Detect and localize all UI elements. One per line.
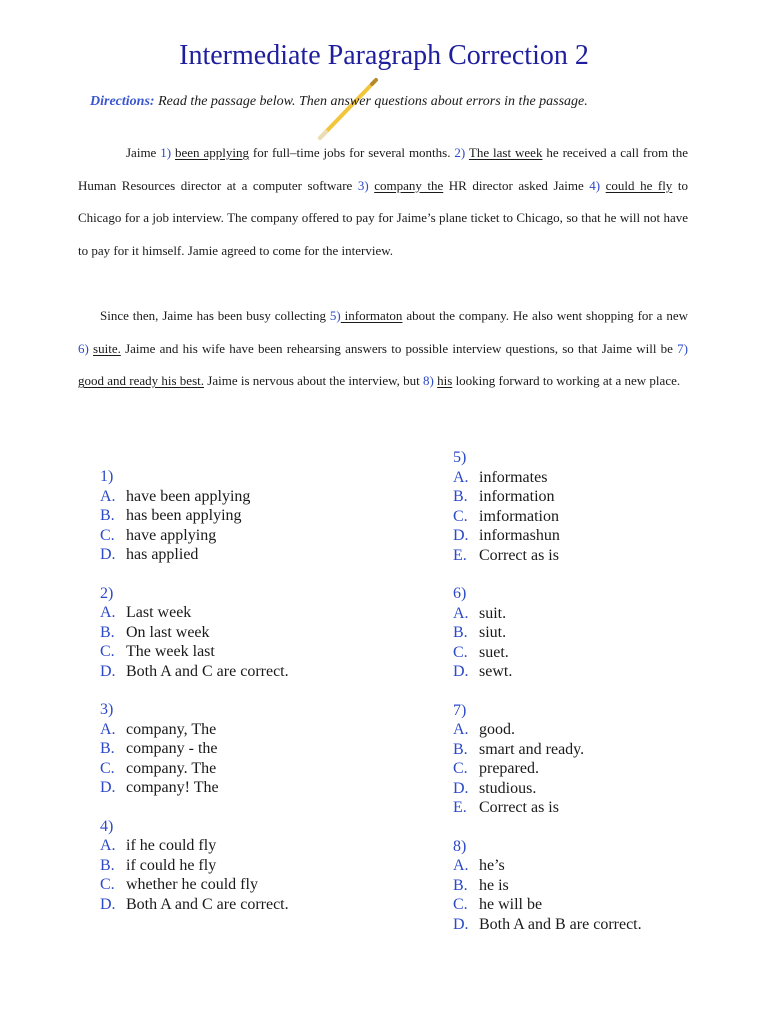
option-text: he’s: [479, 857, 505, 874]
answer-option: [100, 545, 289, 565]
answer-option: [453, 798, 642, 818]
option-letter: B.: [453, 624, 468, 641]
question-block: [453, 837, 642, 935]
answer-option: [453, 662, 642, 682]
error-number: 7): [677, 340, 688, 356]
option-text: he will be: [479, 896, 543, 913]
option-text: Both A and C are correct.: [126, 895, 289, 913]
option-letter: D.: [100, 779, 116, 796]
answer-option: [453, 507, 642, 527]
option-letter: A.: [453, 857, 469, 874]
answer-option: [100, 526, 289, 546]
question-number: 7): [453, 701, 467, 719]
error-number: 5): [329, 308, 341, 323]
option-text: have applying: [126, 526, 217, 544]
option-text: informashun: [479, 527, 560, 544]
error-number: 6): [78, 340, 94, 356]
underlined-error: his: [437, 373, 453, 389]
question-block: [100, 817, 289, 915]
option-letter: B.: [453, 740, 468, 758]
option-text: has been applying: [126, 507, 242, 524]
passage-text: Jaime is nervous about the interview, but: [204, 373, 424, 389]
option-text: company, The: [126, 720, 217, 738]
option-text: Correct as is: [479, 799, 559, 816]
option-letter: B.: [453, 876, 468, 894]
option-text: studious.: [479, 779, 537, 797]
underlined-error: informaton: [340, 308, 403, 323]
option-text: sewt.: [479, 663, 513, 680]
passage-text: he received a call from the Human Resources director at a computer software: [78, 145, 688, 193]
answer-option: [100, 720, 289, 740]
option-text: imformation: [479, 507, 559, 525]
underlined-error: company the: [374, 177, 444, 193]
passage-text: Jaime and his wife have been rehearsing answers to possible interview questions, so that Jaime will be: [120, 340, 678, 356]
answer-option: [453, 856, 642, 876]
option-text: if he could fly: [126, 837, 217, 854]
option-text: information: [479, 488, 555, 505]
option-letter: C.: [100, 526, 115, 544]
option-letter: C.: [100, 643, 115, 660]
underlined-error: could he fly: [605, 177, 673, 193]
option-letter: D.: [100, 662, 116, 680]
passage-text: Jaime: [126, 145, 161, 160]
answer-option: [453, 720, 642, 740]
answer-option: [100, 778, 289, 798]
passage-paragraph-2: [78, 300, 688, 398]
option-text: smart and ready.: [479, 740, 585, 758]
answer-option: [100, 603, 289, 623]
option-letter: A.: [453, 604, 469, 622]
error-number: 2): [454, 145, 469, 160]
answer-option: [453, 779, 642, 799]
question-number: 8): [453, 837, 467, 855]
option-letter: A.: [100, 720, 116, 738]
option-letter: D.: [453, 527, 469, 544]
answer-option: [453, 895, 642, 915]
answer-option: [100, 623, 289, 643]
option-text: Last week: [126, 604, 192, 621]
pencil-icon: [312, 76, 392, 146]
answer-option: [100, 895, 289, 915]
answer-option: [453, 740, 642, 760]
directions-text: Read the passage below. Then answer questions about errors in the passage.: [154, 94, 588, 109]
error-number: 8): [423, 373, 438, 389]
question-block: [100, 467, 289, 565]
option-letter: B.: [100, 856, 115, 874]
option-text: Both A and B are correct.: [479, 915, 642, 933]
answer-option: [100, 739, 289, 759]
option-text: company - the: [126, 740, 218, 757]
option-letter: C.: [453, 507, 468, 525]
option-letter: C.: [100, 876, 115, 893]
option-letter: E.: [453, 799, 467, 816]
option-text: if could he fly: [126, 856, 217, 874]
question-number: 4): [100, 817, 114, 835]
option-text: The week last: [126, 643, 215, 660]
passage-text: looking forward to working at a new place.: [452, 373, 681, 389]
option-text: have been applying: [126, 487, 251, 505]
questions-left-column: [100, 467, 289, 933]
answer-option: [453, 604, 642, 624]
question-block: [453, 701, 642, 818]
option-text: suit.: [479, 604, 507, 622]
underlined-error: The last week: [468, 145, 543, 160]
question-number: 5): [453, 449, 467, 466]
option-text: has applied: [126, 546, 199, 563]
option-letter: C.: [453, 643, 468, 661]
option-text: prepared.: [479, 760, 539, 777]
answer-option: [100, 487, 289, 507]
answer-option: [453, 876, 642, 896]
option-letter: D.: [453, 779, 469, 797]
answer-option: [453, 623, 642, 643]
directions-label: Directions:: [90, 94, 155, 109]
option-letter: A.: [100, 837, 116, 854]
answer-option: [100, 662, 289, 682]
option-letter: A.: [100, 604, 116, 621]
option-text: suet.: [479, 643, 509, 661]
error-number: 3): [357, 177, 375, 193]
option-letter: C.: [453, 896, 468, 913]
question-block: [453, 448, 642, 565]
option-letter: C.: [453, 760, 468, 777]
passage-text: Since then, Jaime has been busy collecting: [100, 308, 330, 323]
question-block: [100, 584, 289, 682]
option-text: whether he could fly: [126, 876, 258, 893]
option-text: company! The: [126, 779, 219, 796]
passage-paragraph-1: [78, 137, 688, 267]
question-block: [453, 584, 642, 682]
option-text: On last week: [126, 623, 210, 641]
answer-option: [100, 759, 289, 779]
option-text: siut.: [479, 624, 507, 641]
questions-right-column: [453, 448, 642, 953]
answer-option: [100, 836, 289, 856]
option-letter: B.: [453, 488, 468, 505]
option-text: he is: [479, 876, 509, 894]
underlined-error: been applying: [175, 145, 249, 160]
option-letter: A.: [100, 487, 116, 505]
answer-option: [453, 468, 642, 488]
question-number: 2): [100, 584, 114, 602]
option-text: good.: [479, 721, 515, 738]
option-letter: D.: [100, 895, 116, 913]
passage-text: to Chicago for a job interview. The company offered to pay for Jaime’s plane ticket to Chicago, so that he will not have to pay for it himself. Jamie agreed to come for the interview.: [78, 177, 688, 258]
answer-option: [100, 875, 289, 895]
option-text: informates: [479, 468, 548, 486]
option-letter: B.: [100, 740, 115, 757]
answer-option: [453, 643, 642, 663]
option-letter: A.: [453, 468, 469, 486]
answer-option: [453, 759, 642, 779]
question-number: 3): [100, 701, 114, 718]
answer-option: [100, 642, 289, 662]
answer-option: [453, 546, 642, 566]
option-letter: D.: [100, 546, 116, 563]
answer-option: [100, 856, 289, 876]
passage-text: HR director asked Jaime: [443, 177, 590, 193]
option-letter: E.: [453, 546, 467, 564]
option-letter: C.: [100, 759, 115, 777]
question-number: 1): [100, 468, 114, 485]
option-letter: A.: [453, 721, 469, 738]
option-text: Correct as is: [479, 546, 559, 564]
answer-option: [453, 915, 642, 935]
answer-option: [100, 506, 289, 526]
underlined-error: good and ready his best.: [78, 373, 205, 389]
question-block: [100, 700, 289, 798]
directions: [90, 94, 588, 110]
answer-option: [453, 526, 642, 546]
option-text: Both A and C are correct.: [126, 662, 289, 680]
option-text: company. The: [126, 759, 217, 777]
error-number: 1): [160, 145, 175, 160]
option-letter: B.: [100, 507, 115, 524]
answer-option: [453, 487, 642, 507]
underlined-error: suite.: [93, 340, 121, 356]
option-letter: B.: [100, 623, 115, 641]
option-letter: D.: [453, 915, 469, 933]
question-number: 6): [453, 585, 467, 602]
passage-text: for full–time jobs for several months.: [248, 145, 455, 160]
page-title: Intermediate Paragraph Correction 2: [179, 40, 589, 71]
error-number: 4): [589, 177, 606, 193]
passage-text: about the company. He also went shopping for a new: [402, 308, 688, 323]
option-letter: D.: [453, 663, 469, 680]
